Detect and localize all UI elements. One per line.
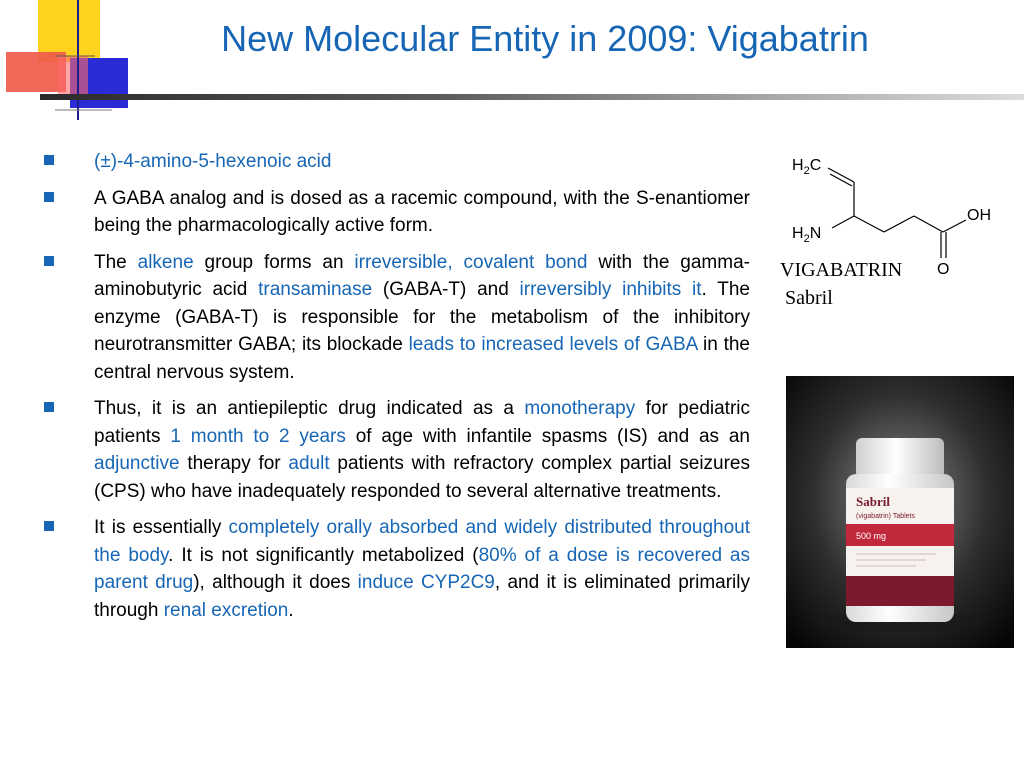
bond-chain-1 <box>854 216 884 232</box>
bullet-item <box>44 514 750 624</box>
oh-label: OH <box>967 207 991 224</box>
bullet-text: . It is not significantly metabolized ( <box>168 544 479 566</box>
bullet-item <box>44 395 750 505</box>
highlighted-text: alkene <box>137 251 194 273</box>
bullet-text: (GABA-T) and <box>372 279 520 300</box>
corner-logo <box>0 0 140 120</box>
bullet-text: group forms an <box>193 251 355 273</box>
bullet-text: patients with refractory complex partial seizures (CPS) who have inadequately responded to several alternative treatments. <box>94 453 750 502</box>
bullet-list <box>44 148 750 633</box>
bullet-text: . <box>288 599 294 621</box>
bullet-square-icon <box>44 521 54 531</box>
bullet-text: The <box>94 251 138 273</box>
highlighted-text: renal excretion <box>163 599 289 621</box>
bullet-text: of age with infantile spasms (IS) and as an <box>345 425 751 447</box>
bullet-item <box>44 185 750 240</box>
bullet-item <box>44 148 750 176</box>
bullet-square-icon <box>44 155 54 165</box>
bullet-text: with the gamma-aminobutyric acid <box>94 251 750 300</box>
highlighted-text: (±)-4-amino-5-hexenoic acid <box>94 151 332 172</box>
h2c-label: $H_2C$ <box>792 157 822 177</box>
double-bond-b <box>830 174 852 186</box>
bullet-text: It is essentially <box>94 517 229 538</box>
highlighted-text: adult <box>288 453 330 474</box>
bullet-text: therapy for <box>179 453 289 474</box>
bullet-text: for pediatric patients <box>94 398 750 447</box>
highlighted-text: 1 month to 2 years <box>170 425 346 447</box>
bullet-square-icon <box>44 402 54 412</box>
bullet-text: in the central nervous system. <box>94 334 750 383</box>
h2n-label: $H_2N$ <box>792 225 822 245</box>
bullet-square-icon <box>44 256 54 266</box>
highlighted-text: 80% of a dose is recovered as parent drug <box>94 544 750 593</box>
label-brand: Sabril <box>856 494 890 509</box>
title-underline <box>40 94 1024 100</box>
highlighted-text: monotherapy <box>524 398 636 419</box>
bottle-cap <box>856 438 944 478</box>
o-label: O <box>937 261 950 278</box>
highlighted-text: completely orally absorbed and widely distributed throughout the body <box>94 517 751 566</box>
bullet-item <box>44 249 750 387</box>
logo-red-square <box>6 52 66 92</box>
label-sub: (vigabatrin) Tablets <box>856 513 916 520</box>
highlighted-text: irreversibly inhibits it <box>519 279 702 300</box>
bullet-text: Thus, it is an antiepileptic drug indicated as a <box>94 398 525 419</box>
highlighted-text: induce CYP2C9 <box>357 572 495 593</box>
bullet-text: , and it is eliminated primarily through <box>94 572 750 621</box>
molecule-name-caption: VIGABATRIN <box>780 259 903 281</box>
bond-chain-3 <box>914 216 943 232</box>
sabril-bottle-photo <box>786 376 1014 648</box>
label-dose: 500 mg <box>856 531 887 541</box>
bond-to-nh2 <box>832 216 854 228</box>
slide-title: New Molecular Entity in 2009: Vigabatrin <box>221 18 869 59</box>
bullet-square-icon <box>44 192 54 202</box>
bullet-text: ), although it does <box>193 572 358 593</box>
bond-chain-2 <box>884 216 914 232</box>
highlighted-text: adjunctive <box>94 453 180 474</box>
bullet-text: . The enzyme (GABA-T) is responsible for the metabolism of the inhibitory neurotransmitter GABA; its blockade <box>94 279 750 355</box>
highlighted-text: transaminase <box>258 279 373 300</box>
molecule-brand-caption: Sabril <box>785 287 833 309</box>
highlighted-text: leads to increased levels of GABA <box>408 334 698 355</box>
label-maroon-band <box>846 576 954 606</box>
bond-to-oh <box>943 220 966 232</box>
bullet-text: A GABA analog and is dosed as a racemic compound, with the S-enantiomer being the pharmacologically active form. <box>94 187 750 236</box>
highlighted-text: irreversible, covalent bond <box>354 251 588 273</box>
vigabatrin-structure-diagram <box>780 148 1010 318</box>
